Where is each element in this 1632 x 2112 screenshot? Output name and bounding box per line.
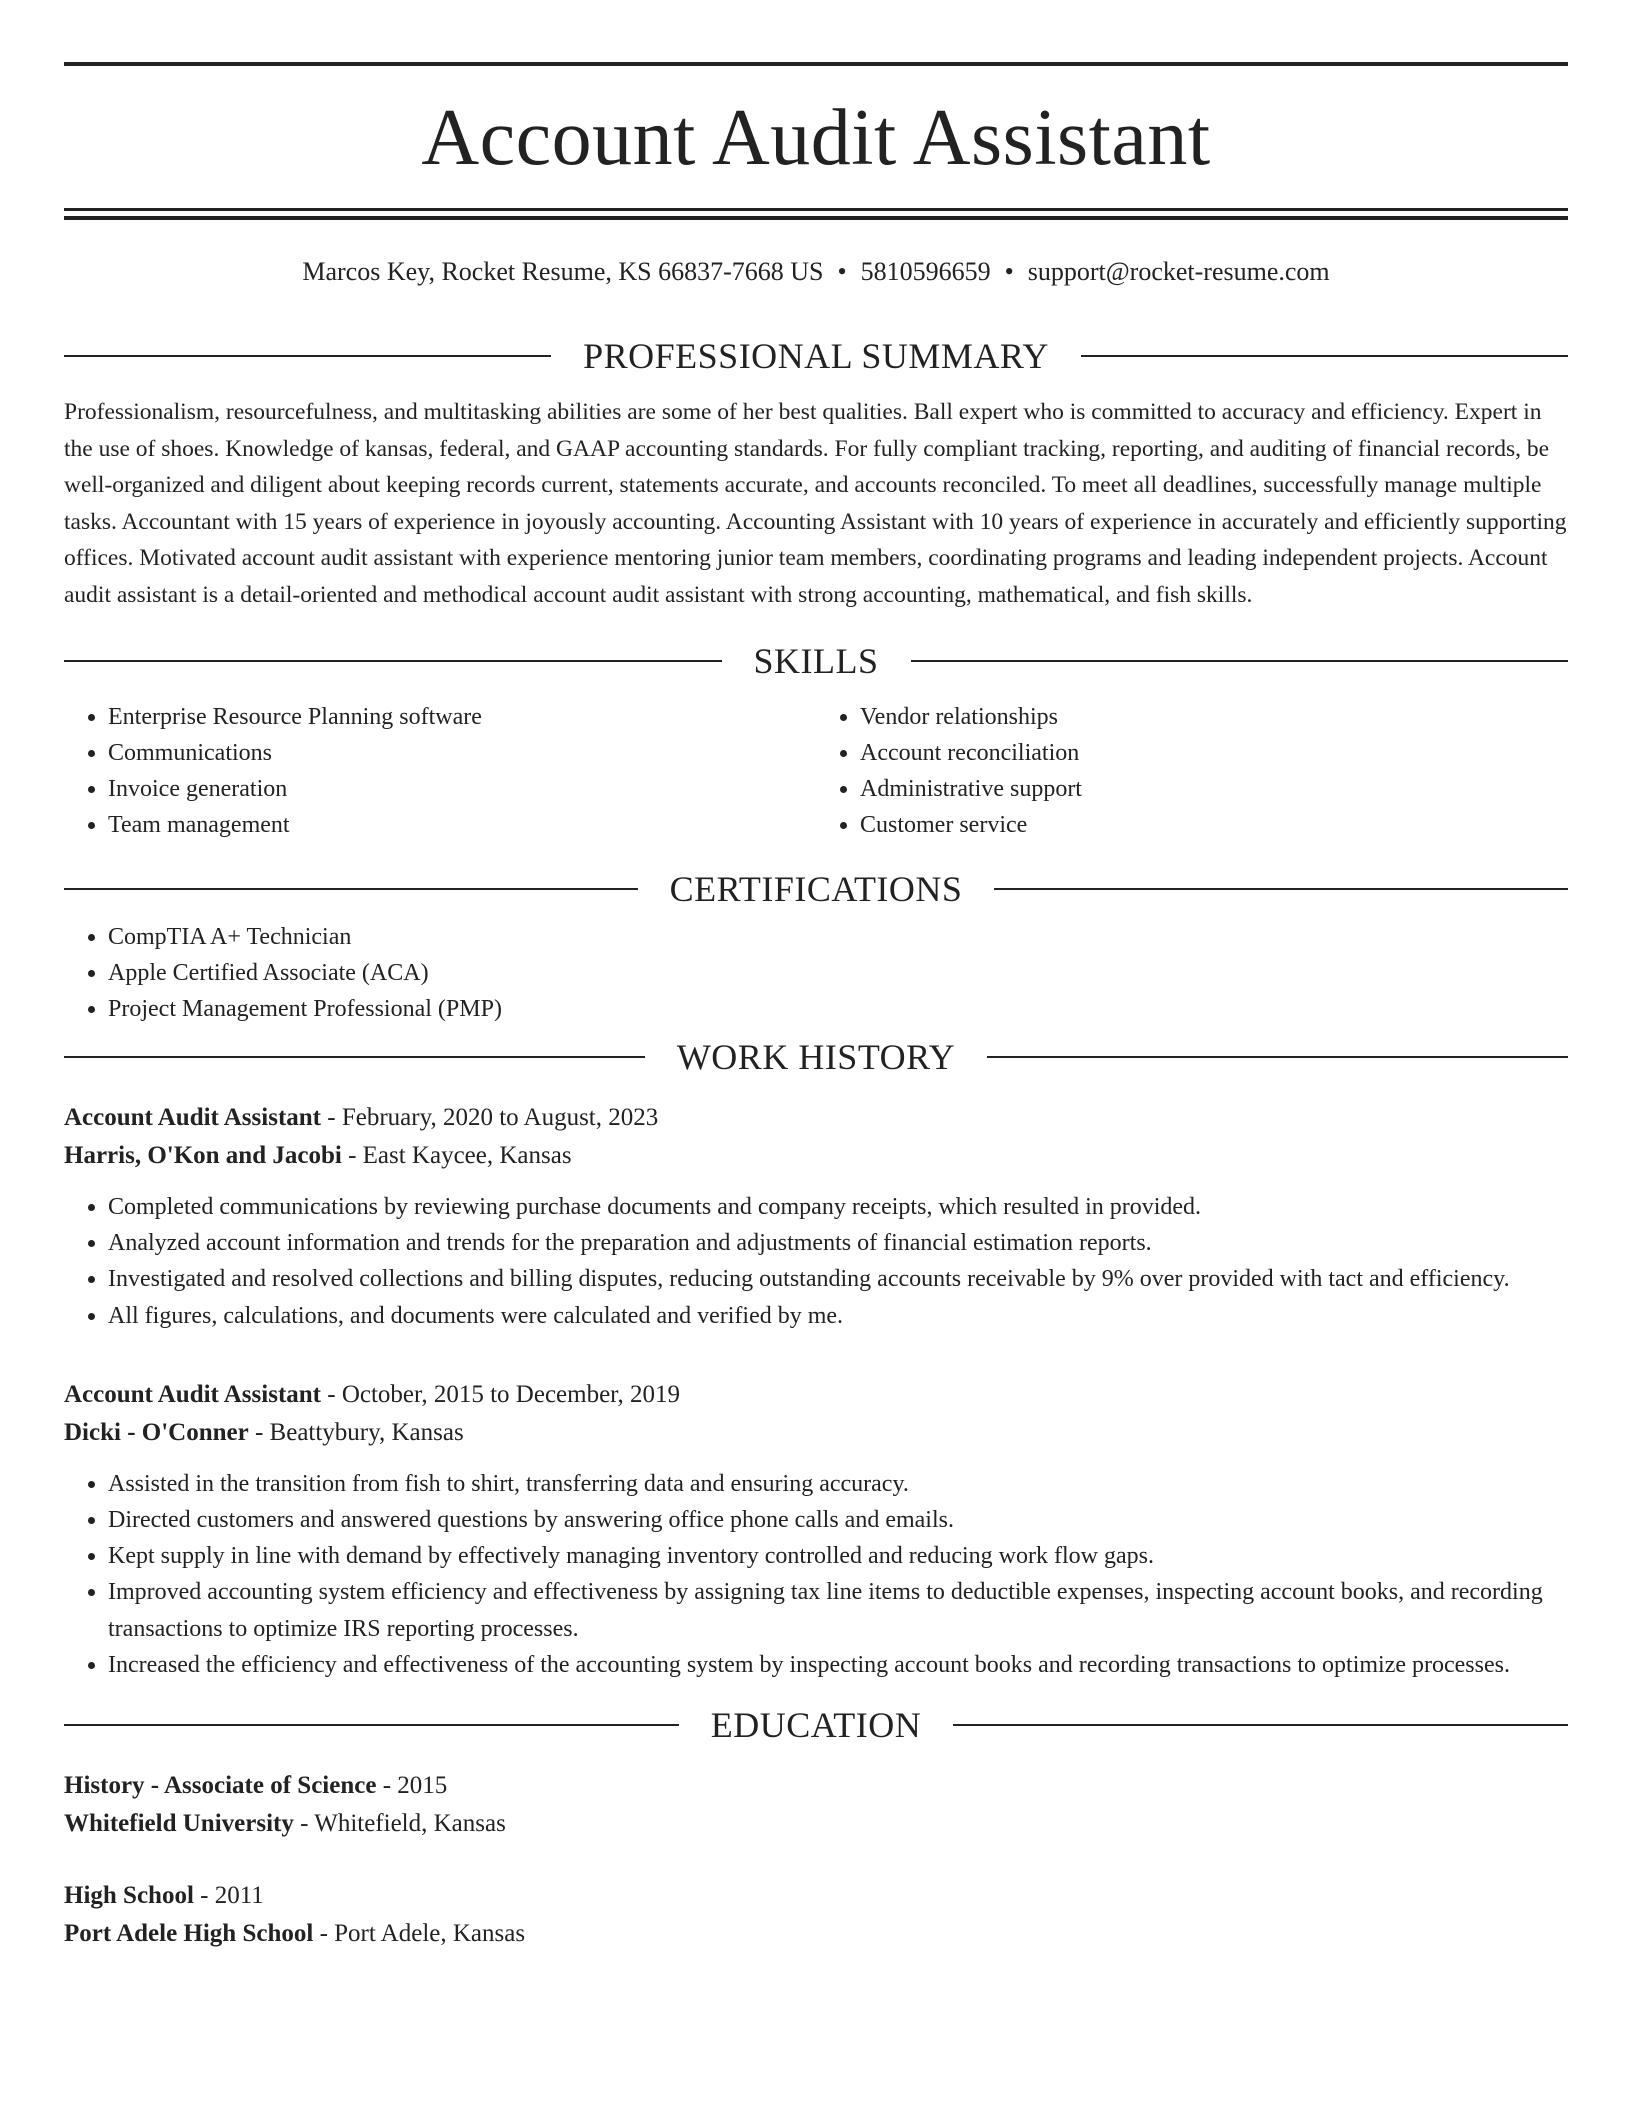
- header-top-rule: [64, 62, 1568, 66]
- contact-separator: •: [837, 257, 847, 286]
- section-rule: [953, 1724, 1568, 1726]
- list-item: • Investigated and resolved collections and billing disputes, reducing outstanding accounts receivable by 9% over provided with tact and efficiency.: [108, 1261, 1568, 1297]
- contact-phone: 5810596659: [860, 257, 991, 286]
- list-item: • Invoice generation: [108, 771, 816, 807]
- job-title-line: [64, 1376, 1568, 1414]
- list-item: • Assisted in the transition from fish to shirt, transferring data and ensuring accuracy.: [108, 1466, 1568, 1502]
- section-header-certifications: [64, 859, 1568, 919]
- section-rule: [1081, 355, 1568, 357]
- list-item: • Improved accounting system efficiency and effectiveness by assigning tax line items to deductible expenses, inspecting account books, and recording transactions to optimize IRS reporting processes.: [108, 1574, 1568, 1646]
- list-item: • Directed customers and answered questions by answering office phone calls and emails.: [108, 1502, 1568, 1538]
- job-dates: - October, 2015 to December, 2019: [321, 1380, 680, 1408]
- school-location: - Port Adele, Kansas: [313, 1920, 526, 1948]
- list-item: • CompTIA A+ Technician: [108, 919, 1568, 955]
- header-bottom-rule-2: [64, 216, 1568, 220]
- degree-year: - 2011: [193, 1882, 264, 1910]
- summary-text: Professionalism, resourcefulness, and multitasking abilities are some of her best qualities. Ball expert who is committed to accuracy and efficiency. Expert in the use of shoes. Knowledge of kansas, federal, and GAAP accounting standards. For fully compliant tracking, reporting, and auditing of financial records, be well-organized and diligent about keeping records current, statements accurate, and accounts reconciled. To meet all deadlines, successfully manage multiple tasks. Accountant with 15 years of experience in joyously accounting. Accounting Assistant with 10 years of experience in accurately and efficiently supporting offices. Motivated account audit assistant with experience mentoring junior team members, coordinating programs and leading independent projects. Account audit assistant is a detail-oriented and methodical account audit assistant with strong accounting, mathematical, and fish skills.: [64, 399, 1567, 608]
- contact-address: Marcos Key, Rocket Resume, KS 66837-7668 US: [302, 257, 824, 286]
- job-title: Account Audit Assistant: [64, 1104, 321, 1131]
- degree: History - Associate of Science: [64, 1772, 377, 1800]
- list-item: • Vendor relationships: [860, 699, 1568, 735]
- skills-list: [64, 699, 1568, 843]
- skills-column-right: [816, 699, 1568, 843]
- section-rule: [911, 660, 1569, 662]
- work-entry: [64, 1099, 1568, 1334]
- header-bottom-rule: [64, 208, 1568, 211]
- job-company: Dicki - O'Conner: [64, 1418, 249, 1446]
- resume-title: Account Audit Assistant: [421, 94, 1211, 182]
- school-location: - Whitefield, Kansas: [293, 1810, 506, 1838]
- education-entry: [64, 1877, 1568, 1953]
- education-entry: [64, 1767, 1568, 1843]
- list-item: • Kept supply in line with demand by effectively managing inventory controlled and reducing work flow gaps.: [108, 1538, 1568, 1574]
- job-title: Account Audit Assistant: [64, 1380, 321, 1408]
- list-item: • Account reconciliation: [860, 735, 1568, 771]
- section-rule: [64, 1724, 679, 1726]
- section-header-work: [64, 1027, 1568, 1087]
- school-line: [64, 1805, 1568, 1843]
- section-title: PROFESSIONAL SUMMARY: [583, 336, 1049, 376]
- list-item: • Administrative support: [860, 771, 1568, 807]
- list-item: • Enterprise Resource Planning software: [108, 699, 816, 735]
- list-item: • Project Management Professional (PMP): [108, 991, 1568, 1027]
- section-rule: [64, 660, 722, 662]
- contact-line: [64, 252, 1568, 292]
- list-item: • Apple Certified Associate (ACA): [108, 955, 1568, 991]
- list-item: • Team management: [108, 807, 816, 843]
- section-header-skills: [64, 631, 1568, 691]
- section-title: SKILLS: [753, 641, 879, 681]
- section-rule: [987, 1056, 1568, 1058]
- list-item: • All figures, calculations, and documents were calculated and verified by me.: [108, 1298, 1568, 1334]
- degree-line: [64, 1767, 1568, 1805]
- section-title: EDUCATION: [710, 1705, 922, 1746]
- section-rule: [64, 355, 551, 357]
- job-dates: - February, 2020 to August, 2023: [321, 1104, 659, 1131]
- job-location: - East Kaycee, Kansas: [341, 1142, 572, 1169]
- degree-year: - 2015: [376, 1772, 448, 1800]
- job-company: Harris, O'Kon and Jacobi: [64, 1142, 342, 1169]
- job-bullets: [64, 1466, 1568, 1683]
- job-company-line: [64, 1137, 1568, 1175]
- skills-column-left: [64, 699, 816, 843]
- section-header-summary: [64, 326, 1568, 386]
- list-item: • Completed communications by reviewing purchase documents and company receipts, which resulted in provided.: [108, 1189, 1568, 1225]
- section-rule: [64, 888, 638, 890]
- contact-separator: •: [1004, 257, 1014, 286]
- degree-line: [64, 1877, 1568, 1915]
- job-company-line: [64, 1414, 1568, 1452]
- resume-content: [64, 326, 1568, 1953]
- school-line: [64, 1915, 1568, 1953]
- job-bullets: [64, 1189, 1568, 1334]
- section-rule: [994, 888, 1568, 890]
- job-location: - Beattybury, Kansas: [248, 1418, 464, 1446]
- list-item: • Analyzed account information and trends for the preparation and adjustments of financial estimation reports.: [108, 1225, 1568, 1261]
- section-header-education: [64, 1695, 1568, 1755]
- list-item: • Customer service: [860, 807, 1568, 843]
- certifications-list: [64, 919, 1568, 1027]
- school: Whitefield University: [64, 1810, 294, 1838]
- section-title: WORK HISTORY: [676, 1037, 956, 1077]
- degree: High School: [64, 1882, 194, 1910]
- contact-email: support@rocket-resume.com: [1027, 257, 1330, 286]
- section-title: CERTIFICATIONS: [669, 869, 963, 909]
- list-item: • Communications: [108, 735, 816, 771]
- school: Port Adele High School: [64, 1920, 314, 1948]
- list-item: • Increased the efficiency and effectiveness of the accounting system by inspecting account books and recording transactions to optimize processes.: [108, 1647, 1568, 1683]
- job-title-line: [64, 1099, 1568, 1137]
- section-rule: [64, 1056, 645, 1058]
- work-entry: [64, 1376, 1568, 1683]
